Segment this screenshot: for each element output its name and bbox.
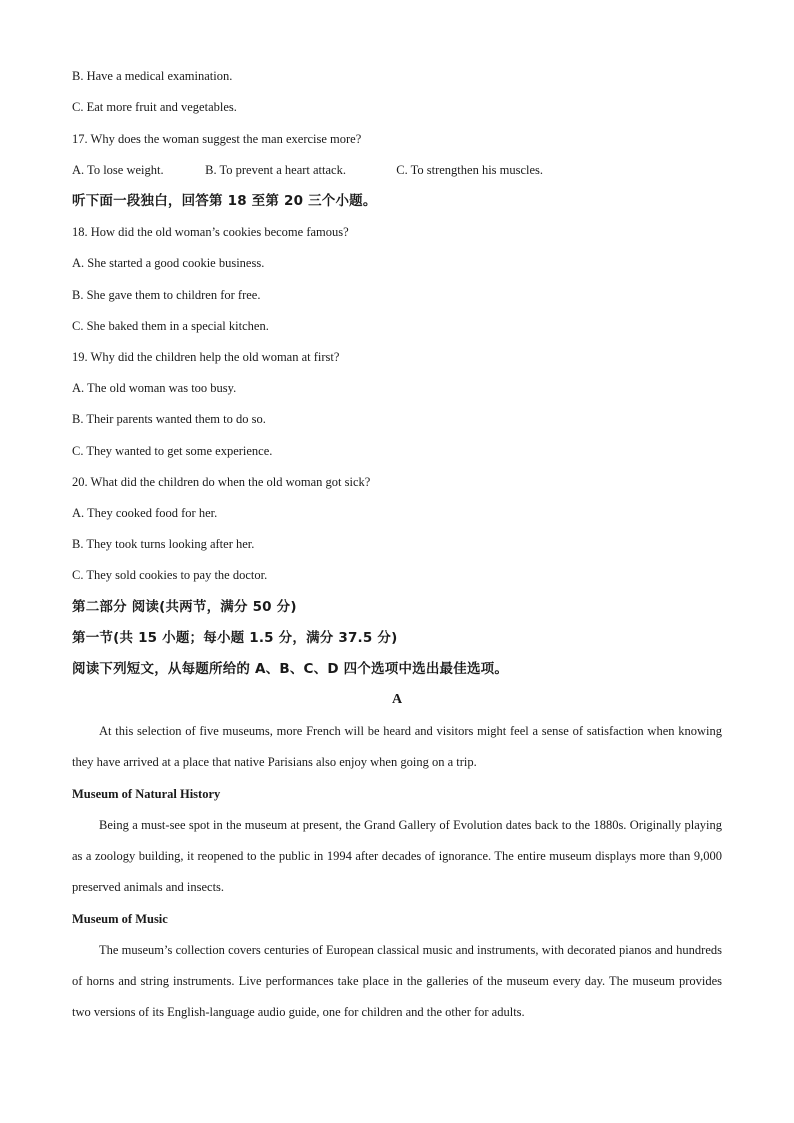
monologue-instruction: 听下面一段独白，回答第 18 至第 20 三个小题。 bbox=[72, 193, 377, 209]
museum1-paragraph-text: Being a must-see spot in the museum at present, the Grand Gallery of Evolution dates back to the 1880s. Originally playing as a zoology building, it reopened to the public in 1994 after decades of ignorance. The entire museum displays more than 9,000 preserved animals and insects. bbox=[72, 818, 722, 895]
part2-title: 第二部分 阅读(共两节，满分 50 分) bbox=[72, 599, 297, 615]
q19-option-a: A. The old woman was too busy. bbox=[72, 381, 237, 395]
q19-option-b: B. Their parents wanted them to do so. bbox=[72, 412, 266, 426]
q17-options bbox=[72, 162, 543, 178]
q19-option-c: C. They wanted to get some experience. bbox=[72, 444, 273, 458]
q18-option-a: A. She started a good cookie business. bbox=[72, 256, 265, 270]
museum2-paragraph-text: The museum’s collection covers centuries of European classical music and instruments, with decorated pianos and hundreds of horns and string instruments. Live performances take place in the galleries of the museum every day. The museum provides two versions of its English-language audio guide, one for children and the other for adults. bbox=[72, 943, 722, 1020]
museum1-heading: Museum of Natural History bbox=[72, 787, 221, 801]
reading-instruction: 阅读下列短文，从每题所给的 A、B、C、D 四个选项中选出最佳选项。 bbox=[72, 661, 509, 677]
museum2-heading: Museum of Music bbox=[72, 912, 168, 926]
q20-question: 20. What did the children do when the old woman got sick? bbox=[72, 475, 371, 489]
q18-option-b: B. She gave them to children for free. bbox=[72, 288, 261, 302]
passage-label: A bbox=[391, 692, 403, 707]
intro-paragraph-text: At this selection of five museums, more French will be heard and visitors might feel a sense of satisfaction when knowing they have arrived at a place that native Parisians also enjoy when going on a trip. bbox=[72, 724, 722, 770]
q17-question: 17. Why does the woman suggest the man exercise more? bbox=[72, 132, 362, 146]
q16-option-c: C. Eat more fruit and vegetables. bbox=[72, 100, 237, 114]
q18-question: 18. How did the old woman’s cookies become famous? bbox=[72, 225, 349, 239]
museum2-paragraph bbox=[72, 935, 722, 1029]
q20-option-a: A. They cooked food for her. bbox=[72, 506, 218, 520]
q18-option-c: C. She baked them in a special kitchen. bbox=[72, 319, 269, 333]
q20-option-c: C. They sold cookies to pay the doctor. bbox=[72, 568, 268, 582]
q20-option-b: B. They took turns looking after her. bbox=[72, 537, 255, 551]
q17-option-a: A. To lose weight. bbox=[72, 163, 164, 177]
q17-option-b: B. To prevent a heart attack. bbox=[205, 163, 346, 177]
q17-option-c: C. To strengthen his muscles. bbox=[396, 163, 544, 177]
q19-question: 19. Why did the children help the old woman at first? bbox=[72, 350, 340, 364]
museum1-paragraph bbox=[72, 810, 722, 904]
q16-option-b: B. Have a medical examination. bbox=[72, 69, 233, 83]
intro-paragraph bbox=[72, 716, 722, 778]
section1-title: 第一节(共 15 小题；每小题 1.5 分，满分 37.5 分) bbox=[72, 630, 398, 646]
